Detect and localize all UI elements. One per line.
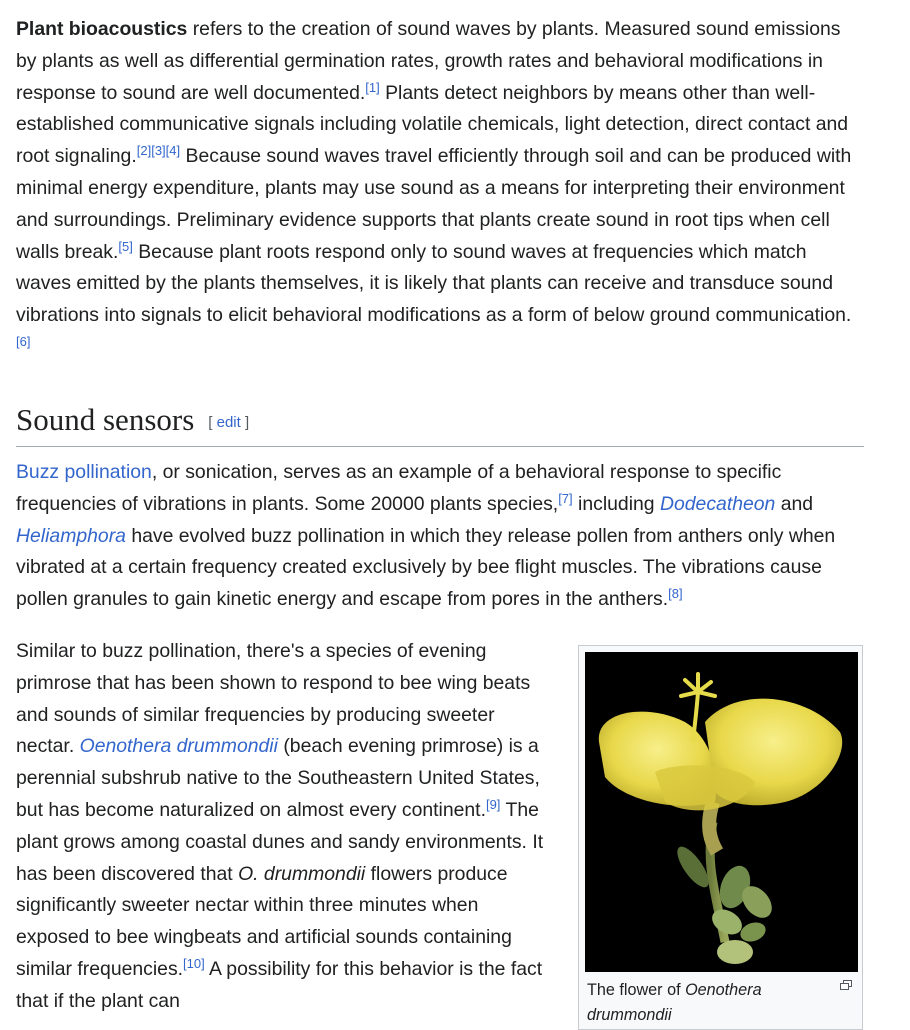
citation[interactable]: [9] xyxy=(485,796,501,812)
flower-illustration xyxy=(585,652,858,972)
figure-caption: The flower of Oenothera drummondii xyxy=(587,981,762,1024)
citation[interactable]: [3] xyxy=(151,143,166,159)
bold-term: Plant bioacoustics xyxy=(16,18,188,40)
section-heading xyxy=(16,400,864,447)
buzz-pollination-paragraph: Buzz pollination, or sonication, serves as an example of a behavioral response to specific frequencies of vibrations in plants. Some 20000 plants species,[7] including Dodecatheon and Heliamphora have evolved buzz pollination in which they release pollen from anthers only when vibrated at a certain frequency created exclusively by bee flight muscles. The vibrations cause pollen granules to gain kinetic energy and escape from pores in the anthers.[8] xyxy=(16,461,836,611)
edit-section: [ edit ] xyxy=(208,414,250,431)
citation[interactable]: [6] xyxy=(16,333,31,349)
citation[interactable]: [8] xyxy=(668,586,683,602)
article-body xyxy=(16,14,864,364)
edit-section-link[interactable]: edit xyxy=(216,414,241,431)
link-heliamphora[interactable]: Heliamphora xyxy=(16,524,126,547)
citation[interactable]: [10] xyxy=(183,955,205,971)
link-buzz-pollination[interactable]: Buzz pollination xyxy=(16,461,152,483)
citation[interactable]: [1] xyxy=(365,79,380,95)
link-oenothera-drummondii[interactable]: Oenothera drummondii xyxy=(79,735,278,758)
flower-image[interactable] xyxy=(585,652,858,972)
citation[interactable]: [5] xyxy=(118,238,133,254)
citation[interactable]: [2] xyxy=(136,143,152,159)
enlarge-icon[interactable] xyxy=(840,980,852,990)
link-dodecatheon[interactable]: Dodecatheon xyxy=(659,492,776,515)
citation[interactable]: [4] xyxy=(165,143,181,159)
citation[interactable]: [7] xyxy=(558,490,573,506)
section-title: Sound sensors xyxy=(16,402,195,437)
evening-primrose-paragraph: Similar to buzz pollination, there's a species of evening primrose that has been shown to respond to bee wing beats and sounds of similar frequencies by producing sweeter nectar. Oenothera drummondii (beach evening primrose) is a perennial subshrub native to the Southeastern United States, but has become naturalized on almost every continent.[9] The plant grows among coastal dunes and sandy environments. It has been discovered that O. drummondii flowers produce significantly sweeter nectar within three minutes when exposed to bee wingbeats and artificial sounds containing similar frequencies.[10] A possibility for this behavior is the fact that if the plant can xyxy=(16,640,544,1012)
figure-thumbnail xyxy=(578,645,863,1030)
intro-paragraph: Plant bioacoustics refers to the creation of sound waves by plants. Measured sound emissions by plants as well as differential germination rates, growth rates and behavioral modifications in response to sound are well documented.[1] Plants detect neighbors by means other than well-established communicative signals including volatile chemicals, light detection, direct contact and root signaling.[2][3][4] Because sound waves travel efficiently through soil and can be produced with minimal energy expenditure, plants may use sound as a means for interpreting their environment and surroundings. Preliminary evidence supports that plants create sound in root tips when cell walls break.[5] Because plant roots respond only to sound waves at frequencies which match waves emitted by the plants themselves, it is likely that plants can receive and transduce sound vibrations into signals to elicit behavioral modifications as a form of below ground communication.[6] xyxy=(16,18,852,349)
